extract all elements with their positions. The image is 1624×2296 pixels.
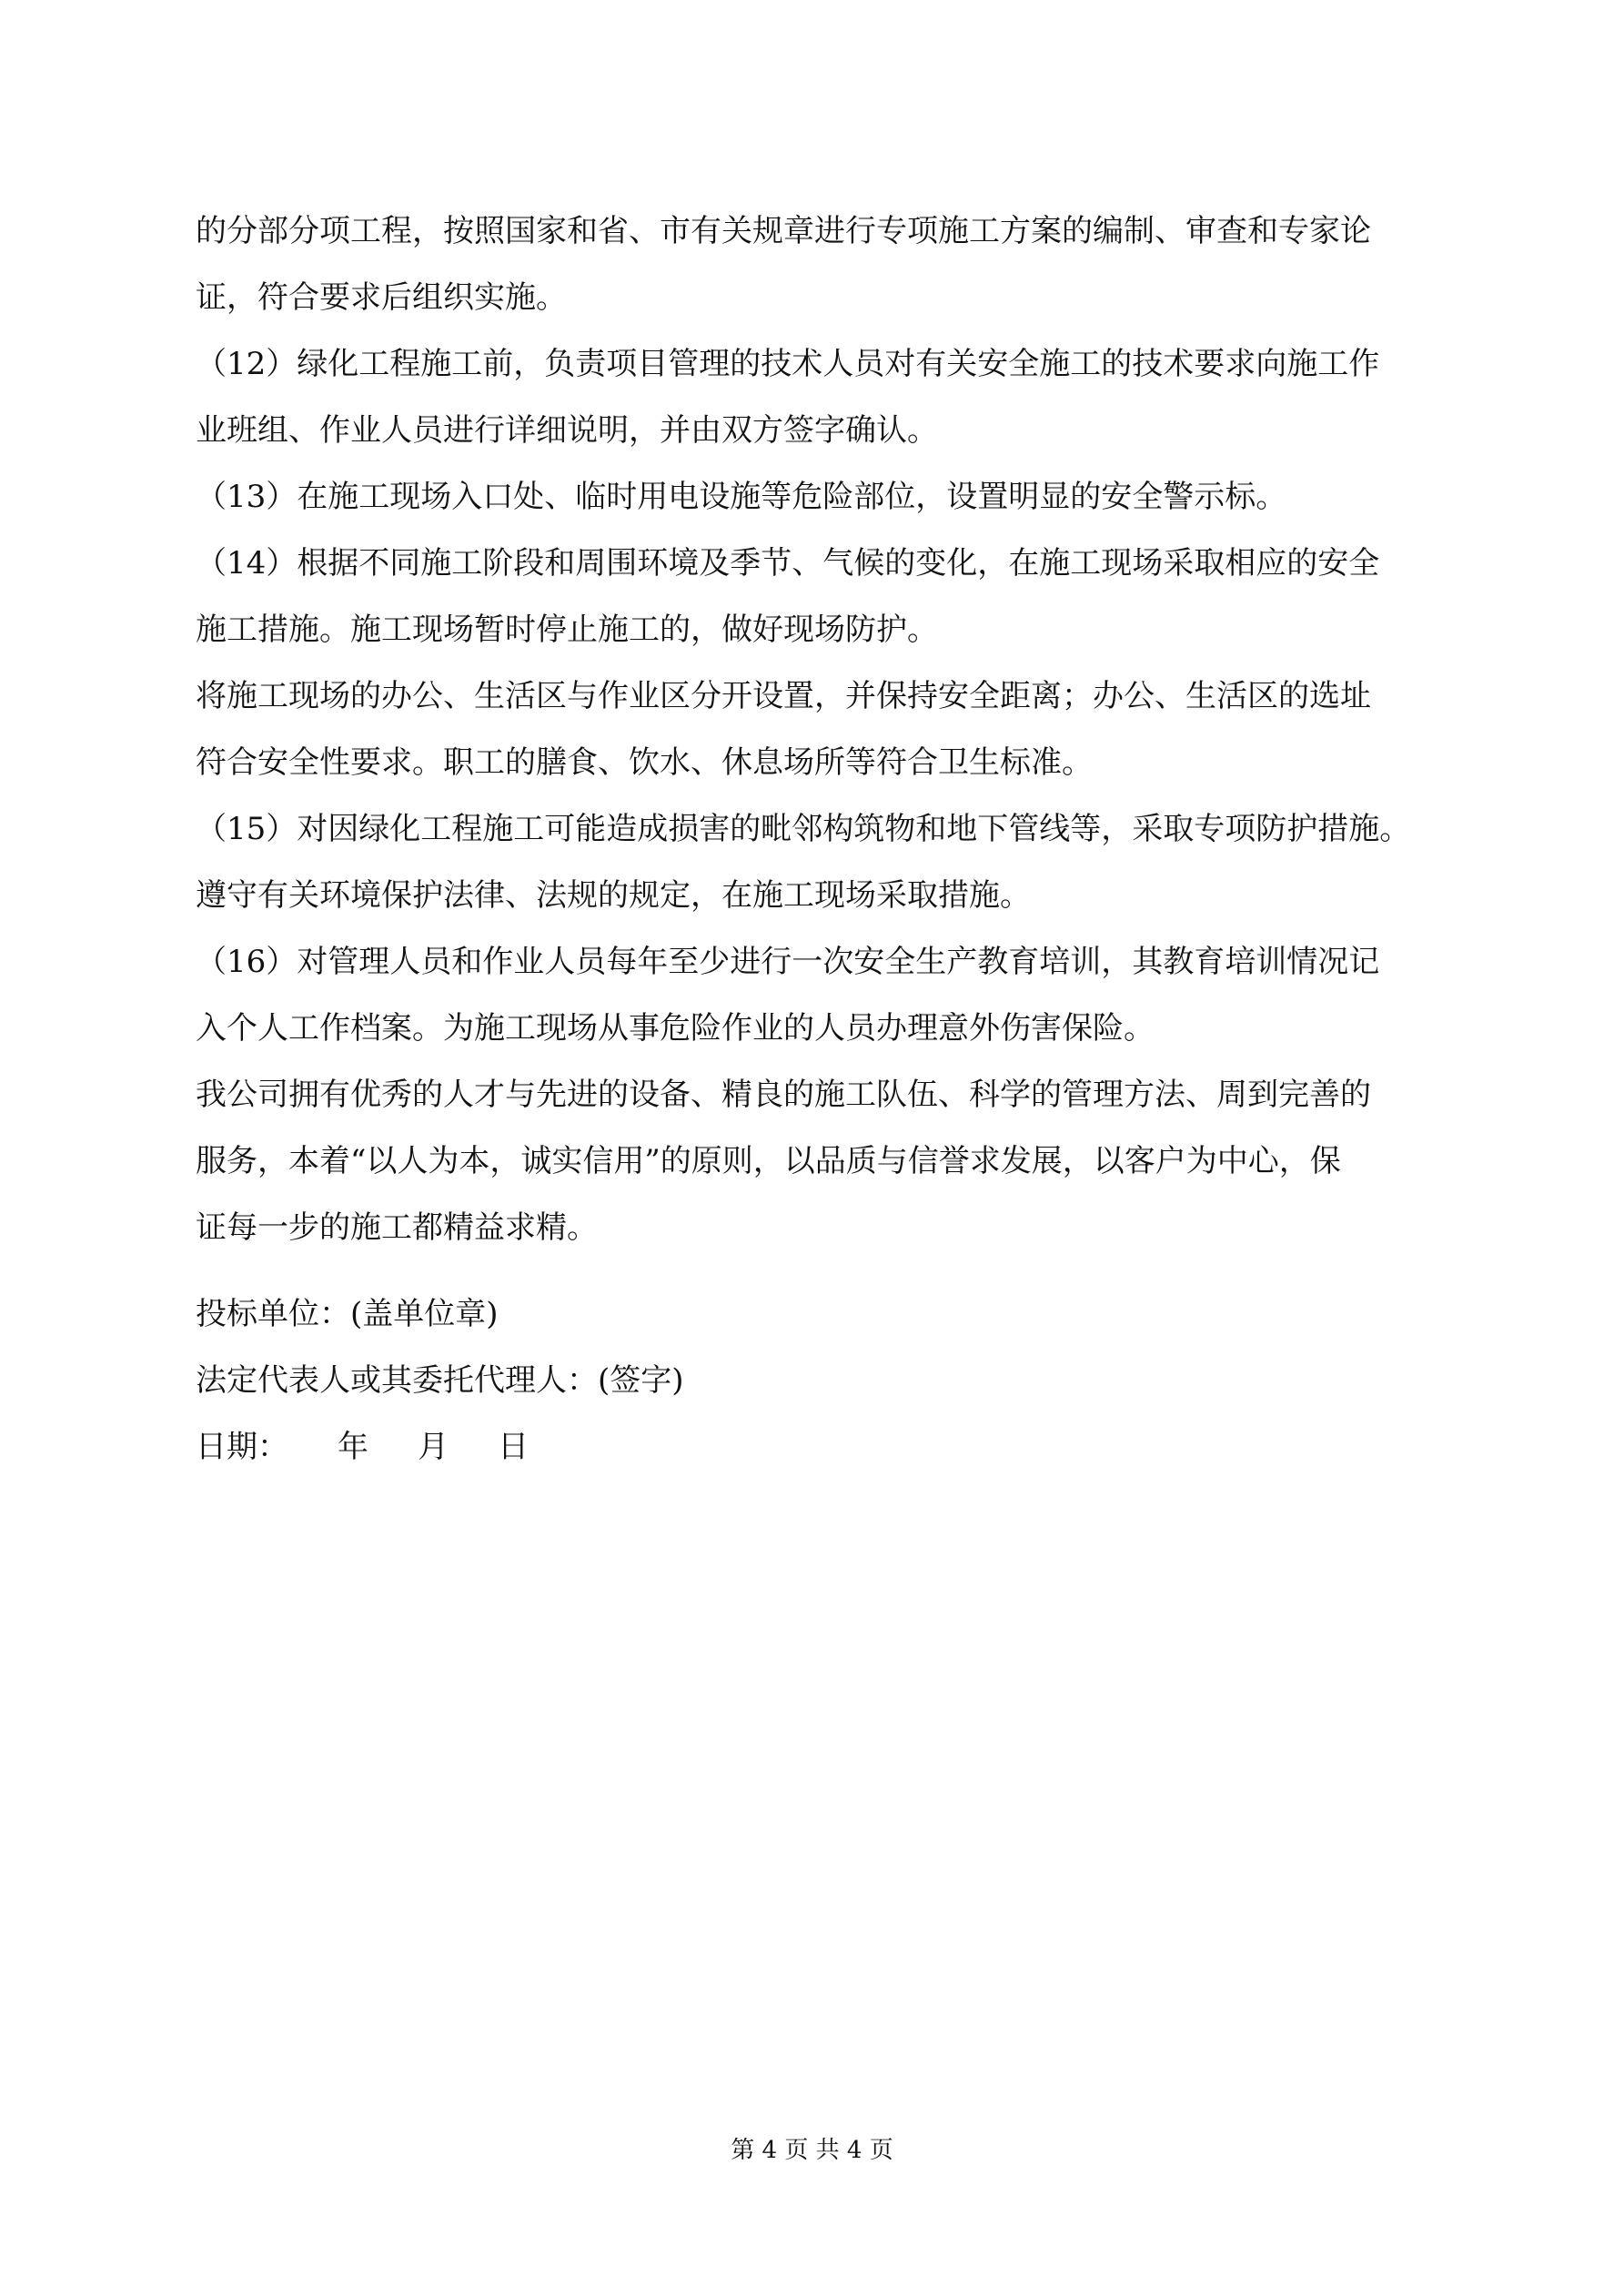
body-line: 服务，本着“以人为本，诚实信用”的原则，以品质与信誉求发展，以客户为中心，保 <box>196 1143 1341 1179</box>
bidder-field: 投标单位：(盖单位章) <box>196 1296 499 1332</box>
body-line: 业班组、作业人员进行详细说明，并由双方签字确认。 <box>196 412 938 449</box>
body-line: （16）对管理人员和作业人员每年至少进行一次安全生产教育培训，其教育培训情况记 <box>196 944 1380 980</box>
body-line: （12）绿化工程施工前，负责项目管理的技术人员对有关安全施工的技术要求向施工作 <box>196 346 1380 382</box>
body-line: 证，符合要求后组织实施。 <box>196 279 567 316</box>
body-line: 施工措施。施工现场暂时停止施工的，做好现场防护。 <box>196 612 938 648</box>
body-line: 入个人工作档案。为施工现场从事危险作业的人员办理意外伤害保险。 <box>196 1010 1155 1047</box>
body-line: 我公司拥有优秀的人才与先进的设备、精良的施工队伍、科学的管理方法、周到完善的 <box>196 1077 1371 1113</box>
body-line: 遵守有关环境保护法律、法规的规定，在施工现场采取措施。 <box>196 877 1031 914</box>
document-body <box>196 198 1442 1261</box>
signature-block <box>196 1281 1442 1481</box>
body-line: （14）根据不同施工阶段和周围环境及季节、气候的变化，在施工现场采取相应的安全 <box>196 545 1380 582</box>
body-line: 证每一步的施工都精益求精。 <box>196 1209 598 1246</box>
body-line: 符合安全性要求。职工的膳食、饮水、休息场所等符合卫生标准。 <box>196 744 1093 781</box>
body-line: （13）在施工现场入口处、临时用电设施等危险部位，设置明显的安全警示标。 <box>196 479 1287 515</box>
body-line: （15）对因绿化工程施工可能造成损害的毗邻构筑物和地下管线等，采取专项防护措施。 <box>196 811 1411 847</box>
representative-field: 法定代表人或其委托代理人：(签字) <box>196 1362 684 1399</box>
page-number-footer: 第 4 页 共 4 页 <box>731 2137 893 2164</box>
body-line: 将施工现场的办公、生活区与作业区分开设置，并保持安全距离；办公、生活区的选址 <box>196 678 1371 714</box>
date-field: 日期： 年 月 日 <box>196 1429 530 1465</box>
body-line: 的分部分项工程，按照国家和省、市有关规章进行专项施工方案的编制、审查和专家论 <box>196 213 1371 249</box>
